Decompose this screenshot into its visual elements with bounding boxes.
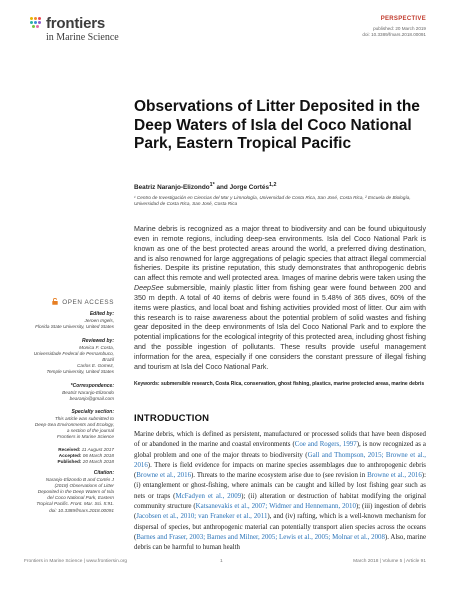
body-text: ); (ii) alteration or destruction of habitat modifying the original community structure ( (134, 492, 427, 511)
citation-line: (2018) Observations of Litter (54, 483, 114, 489)
page-number: 1 (220, 559, 223, 564)
received-label: Received: (58, 447, 81, 452)
citation-link[interactable]: McFadyen et al., 2009 (175, 492, 242, 500)
specialty-heading: Specialty section: (71, 409, 114, 415)
published-label: Published: (57, 459, 82, 465)
specialty-line: This article was submitted to (54, 416, 114, 422)
citation-block (24, 470, 114, 514)
citation-line: Deposited in the Deep Waters of Isla (37, 489, 114, 495)
article-type: PERSPECTIVE (380, 16, 426, 22)
author-name[interactable]: Jorge Cortés (229, 184, 270, 192)
reviewer-affiliation: Universidade Federal de Pernambuco, (33, 351, 114, 357)
open-lock-icon (52, 298, 58, 305)
body-text: ): (i) entanglement or ghost-fishing, where animals can be caught and killed by lost fishing gear such as nets or traps ( (134, 472, 426, 500)
accepted-label: Accepted: (58, 453, 82, 459)
body-text: ); (iii) ingestion of debris ( (134, 503, 426, 521)
abstract-italic: DeepSee (134, 284, 164, 293)
citation-link[interactable]: Katsanevakis et al., 2007; Widmer and Hennemann, 2010 (195, 503, 356, 511)
open-access-label: OPEN ACCESS (62, 299, 114, 306)
correspondence-name: Beatriz Naranjo-Elizondo (62, 390, 114, 396)
logo-brand: frontiers (46, 15, 106, 32)
article-title: Observations of Litter Deposited in the Deep Waters of Isla del Coco National Park, Eastern Tropical Pacific (134, 98, 420, 152)
dates-block (24, 447, 114, 465)
accepted-date: 06 March 2018 (81, 453, 114, 459)
journal-logo (30, 15, 140, 55)
author-sup: 1* (209, 182, 215, 188)
editor-name: Jeroen Ingels, (84, 318, 114, 324)
intro-paragraph (134, 430, 426, 554)
abstract-text: submersible, mainly plastic litter from fishing gear were found between 200 and 350 m depth. A total of 40 items of debris were found in 5.48% of 365 dives, 60% of the items were plastics, and local boat and fishing activities provided most of litter. Our aim with this research is to raise awareness about the potential problem of solid wastes and fishing gear deposited in the deep environments of Isla del Coco National Park and to explore the potential implications for the ecological integrity of this protected area, including ghost fishing and the possible ingestion of pollutants. These results provide useful management information for the area, especially if one considers the constant pressure of illegal fishing and tourism at Isla del Coco National Park. (134, 284, 426, 371)
edited-by-block (24, 311, 114, 330)
citation-line: Naranjo-Elizondo B and Cortés J (45, 477, 114, 483)
edited-by-heading: Edited by: (89, 311, 114, 317)
correspondence-heading: *Correspondence: (70, 383, 114, 389)
footer-journal[interactable]: Frontiers in Marine Science | www.frontiersin.org (24, 559, 128, 564)
keywords-list: submersible research, Costa Rica, conservation, ghost fishing, plastics, marine protected areas, marine debris (159, 381, 425, 387)
published-date-side: 20 March 2018 (81, 459, 114, 465)
body-text: Marine debris, which is defined as persistent, manufactured or processed solids that have been disposed of or abandoned in the marine and coastal environments ( (134, 431, 426, 449)
published-date: published: 20 March 2019 (373, 26, 426, 31)
abstract (134, 225, 426, 373)
section-heading: INTRODUCTION (134, 413, 210, 424)
keywords (134, 381, 426, 388)
reviewer-name: Monica F. Costa, (79, 345, 114, 351)
specialty-line: a section of the journal (66, 428, 114, 434)
editor-affiliation: Florida State University, United States (35, 324, 114, 330)
keywords-label: Keywords: (134, 381, 160, 387)
citation-heading: Citation: (93, 470, 114, 476)
citation-link[interactable]: Browne et al., 2016 (367, 472, 422, 480)
author-separator: and (214, 184, 230, 192)
doi-link[interactable]: doi: 10.3389/fmars.2018.00091 (362, 32, 426, 37)
correspondence-email[interactable]: bearanjo@gmail.com (69, 396, 114, 402)
body-text: ), is now recognized as a global problem and one of the major threats to biodiversity ( (134, 441, 426, 459)
footer-issue: March 2018 | Volume 5 | Article 91 (353, 559, 426, 564)
reviewer-name: Carlos E. Gomez, (77, 363, 114, 369)
citation-link[interactable]: Coe and Rogers, 1997 (294, 441, 357, 449)
correspondence-block (24, 383, 114, 402)
citation-link[interactable]: Jacobsen et al., 2010; van Franeker et al., 2011 (136, 513, 268, 521)
body-text: ). Threats to the marine ecosystem arise due to (see revision in (191, 472, 368, 480)
author-name[interactable]: Beatriz Naranjo-Elizondo (134, 184, 210, 192)
logo-dots-icon (30, 17, 44, 31)
received-date: 11 August 2017 (80, 447, 114, 452)
author-list (134, 182, 276, 191)
reviewer-affiliation: Brazil (102, 357, 114, 363)
affiliations: ¹ Centro de Investigación en Ciencias del Mar y Limnología, Universidad de Costa Rica, San José, Costa Rica, ² Escuela de Biología, Universidad de Costa Rica, San José, Costa Rica (134, 195, 411, 207)
reviewer-affiliation: Temple University, United States (46, 369, 114, 375)
abstract-text: Marine debris is recognized as a major threat to biodiversity and can be found ubiquitously even in remote regions, including deep-sea environments. Isla del Coco National Park is known as one of the best protected areas around the world, a preferred diving destination, and is also renowned for large aggregations of pelagic species that attract illegal commercial fisheries. Despite its pristine reputation, this study demonstrates that anthropogenic debris can affect this remote and well protected area. Images of marine debris were taken using the (134, 225, 426, 283)
specialty-line: Deep-Sea Environments and Ecology, (34, 422, 114, 428)
open-access-badge (24, 298, 114, 306)
body-text: ), and (iv) rafting, which is a well-known mechanism for dispersal of species, but anthropogenic material can potentially transport alien species across the oceans ( (134, 513, 426, 541)
citation-link[interactable]: Browne et al., 2016 (136, 472, 192, 480)
citation-doi[interactable]: doi: 10.3389/fmars.2018.00091 (49, 507, 114, 513)
specialty-line: Frontiers in Marine Science (56, 434, 114, 440)
specialty-section-block (24, 409, 114, 440)
reviewed-by-block (24, 338, 114, 376)
logo-journal-name: in Marine Science (46, 32, 119, 43)
citation-line: del Coco National Park, Eastern (47, 495, 114, 501)
citation-link[interactable]: Barnes and Fraser, 2003; Barnes and Milner, 2005; Lewis et al., 2005; Molnar et al., 2008 (136, 533, 385, 541)
citation-line: Tropical Pacific. Front. Mar. Sci. 5:91. (36, 501, 114, 507)
citation-link[interactable]: Gall and Thompson, 2015; Browne et al., 2016 (134, 451, 426, 469)
author-sup: 1,2 (269, 182, 277, 188)
reviewed-by-heading: Reviewed by: (82, 338, 114, 344)
body-text: ). There is field evidence for impacts on marine species assemblages due to anthropogenic debris ( (134, 461, 426, 480)
body-text: ). Also, marine debris can be harmful to human health (134, 533, 427, 552)
